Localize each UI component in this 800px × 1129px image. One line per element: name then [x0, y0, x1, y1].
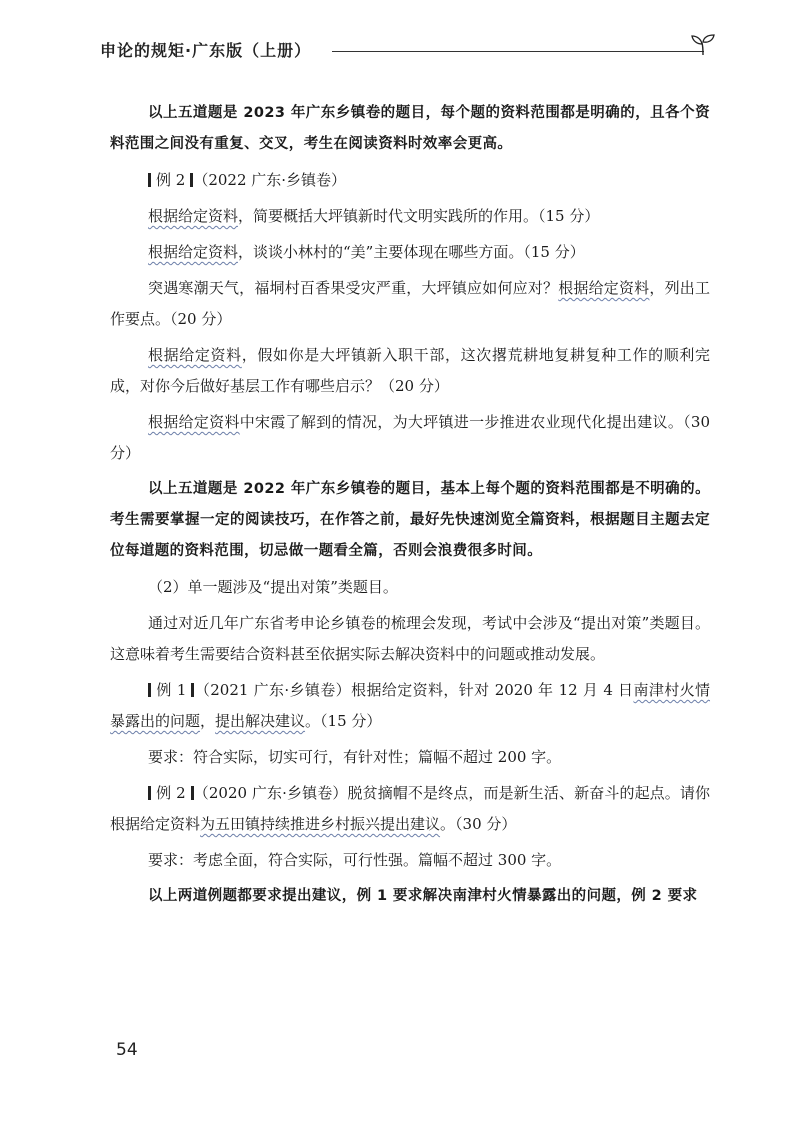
example-text: 。（15 分）: [305, 712, 382, 730]
example-source: （2022 广东·乡镇卷）: [193, 171, 347, 189]
header-rule: [332, 51, 704, 52]
underlined-phrase: 根据给定资料: [148, 207, 239, 225]
example-label: 例 2: [156, 784, 186, 802]
underlined-phrase: 根据给定资料: [148, 243, 239, 261]
section-heading: （2）单一题涉及“提出对策”类题目。: [148, 578, 398, 596]
question-text: 中宋霞了解到的情况，为大坪镇进一步推进农业现代化提出建议。（30 分）: [110, 413, 710, 462]
example-heading: [110, 165, 710, 196]
question-text: ，列出工作要点。（20 分）: [110, 279, 710, 328]
bracket-mark: [148, 173, 151, 187]
question: [110, 201, 710, 232]
example: [110, 778, 710, 840]
bracket-mark: [148, 786, 151, 800]
question-text: ，简要概括大坪镇新时代文明实践所的作用。（15 分）: [238, 207, 600, 225]
header-title: 申论的规矩·广东版（上册）: [100, 41, 312, 60]
example: [110, 675, 710, 737]
question: [110, 237, 710, 268]
question-text: ，假如你是大坪镇新入职干部，这次撂荒耕地复耕复种工作的顺利完成，对你今后做好基层工作有哪些启示？（20 分）: [110, 346, 710, 395]
example-text: （2020 广东·乡镇卷）脱贫摘帽不是终点，而是新生活、新奋斗的起点。请你根据给定资料: [110, 784, 711, 833]
running-header: [100, 34, 720, 64]
page-number: 54: [116, 1040, 138, 1060]
paragraph: 以上五道题是 2023 年广东乡镇卷的题目，每个题的资料范围都是明确的，且各个资料范围之间没有重复、交叉，考生在阅读资料时效率会更高。: [110, 105, 710, 152]
example-text: （2021 广东·乡镇卷）根据给定资料，针对 2020 年 12 月 4 日: [194, 681, 634, 699]
question: [110, 407, 710, 469]
sprout-icon: [690, 34, 716, 56]
underlined-phrase: 根据给定资料: [558, 279, 650, 297]
example-text: ，: [200, 712, 216, 730]
underlined-phrase: 为五田镇持续推进乡村振兴提出建议: [200, 815, 441, 833]
question-text: ，谈谈小林村的“美”主要体现在哪些方面。（15 分）: [238, 243, 585, 261]
main-text: [110, 98, 710, 912]
underlined-phrase: 根据给定资料: [148, 413, 240, 431]
example-label: 例 1: [156, 681, 187, 699]
underlined-phrase: 根据给定资料: [148, 346, 242, 364]
paragraph: 通过对近几年广东省考申论乡镇卷的梳理会发现，考试中会涉及“提出对策”类题目。这意味着考生需要结合资料甚至依据实际去解决资料中的问题或推动发展。: [110, 614, 710, 663]
underlined-phrase: 提出解决建议: [215, 712, 306, 730]
example-text: 。（30 分）: [440, 815, 517, 833]
requirement: 要求：符合实际，切实可行，有针对性；篇幅不超过 200 字。: [148, 748, 562, 766]
question-text: 突遇寒潮天气，福垌村百香果受灾严重，大坪镇应如何应对？: [148, 279, 559, 297]
paragraph: 以上两道例题都要求提出建议，例 1 要求解决南津村火情暴露出的问题，例 2 要求: [148, 888, 698, 904]
bracket-mark: [148, 683, 151, 697]
paragraph: 以上五道题是 2022 年广东乡镇卷的题目，基本上每个题的资料范围都是不明确的。考生需要掌握一定的阅读技巧，在作答之前，最好先快速浏览全篇资料，根据题目主题去定位每道题的资料范围，切忌做一题看全篇，否则会浪费很多时间。: [110, 481, 710, 559]
example-label: 例 2: [156, 171, 186, 189]
question: [110, 340, 710, 402]
question: [110, 273, 710, 335]
underlined-phrase: 南津村火情暴露出的问题: [110, 681, 711, 730]
requirement: 要求：考虑全面，符合实际，可行性强。篇幅不超过 300 字。: [148, 851, 562, 869]
